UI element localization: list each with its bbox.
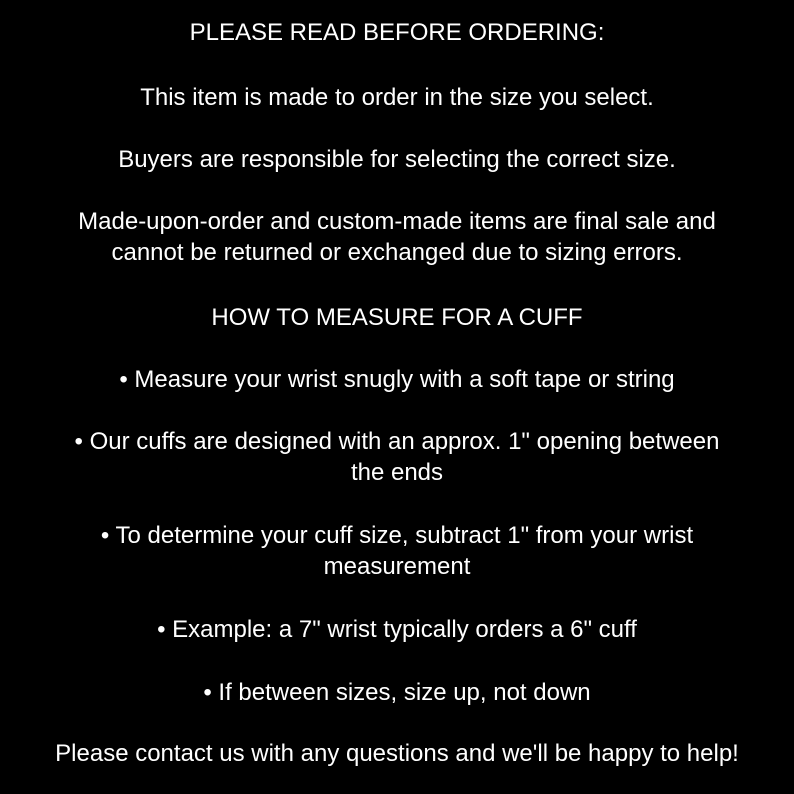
measure-bullet-2-line2: the ends [350,459,444,486]
measure-heading: HOW TO MEASURE FOR A CUFF [211,304,583,331]
made-to-order-text: This item is made to order in the size you select. [140,84,654,111]
measure-bullet-5: • If between sizes, size up, not down [203,679,591,706]
measure-bullet-1: • Measure your wrist snugly with a soft tape or string [119,366,675,393]
notice-heading: PLEASE READ BEFORE ORDERING: [189,19,605,46]
measure-bullet-4: • Example: a 7" wrist typically orders a 6" cuff [157,616,637,643]
contact-text: Please contact us with any questions and we'll be happy to help! [55,740,739,767]
responsibility-text: Buyers are responsible for selecting the correct size. [118,146,676,173]
measure-bullet-3-line2: measurement [323,553,471,580]
measure-bullet-3-line1: • To determine your cuff size, subtract 1" from your wrist [100,522,694,549]
measure-bullet-2-line1: • Our cuffs are designed with an approx. 1" opening between [74,428,720,455]
final-sale-text-line1: Made-upon-order and custom-made items are final sale and [78,208,716,235]
final-sale-text-line2: cannot be returned or exchanged due to sizing errors. [111,239,683,266]
